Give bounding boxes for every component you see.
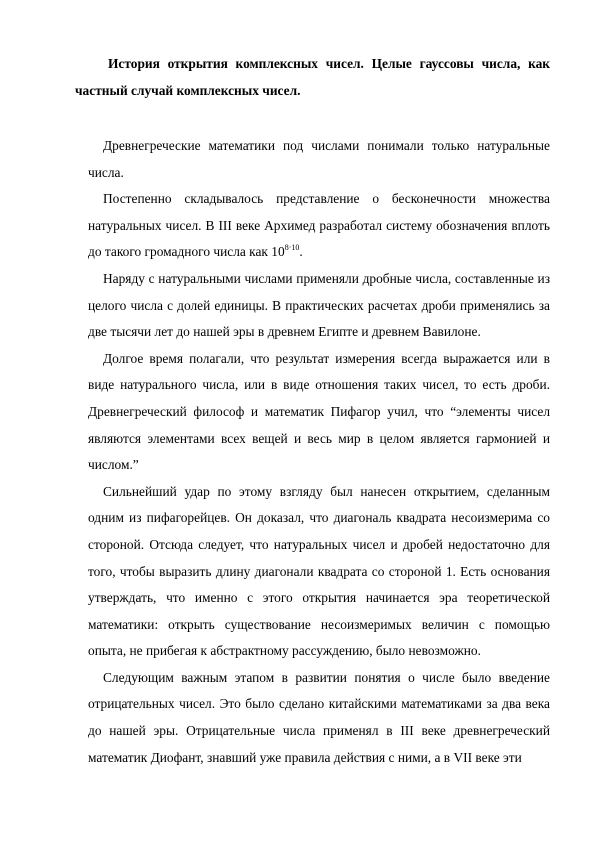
paragraph	[88, 186, 550, 266]
paragraph: Сильнейший удар по этому взгляду был нанесен открытием, сделанным одним из пифагорейцев. Он доказал, что диагональ квадрата несоизмерима со стороной. Отсюда следует, что натуральных чисел и дробей недостаточно для того, чтобы выразить длину диагонали квадрата со стороной 1. Есть основания утверждать, что именно с этого открытия начинается эра теоретической математики: открыть существование несоизмеримых величин с помощью опыта, не прибегая к абстрактному рассуждению, было невозможно.	[88, 483, 550, 659]
paragraph: Долгое время полагали, что результат измерения всегда выражается или в виде натурального числа, или в виде отношения таких чисел, то есть дроби. Древнегреческий философ и математик Пифагор учил, что “элементы чисел являются элементами всех вещей и весь мир в целом является гармонией и числом.”	[88, 350, 550, 473]
exponent: 8·10	[284, 243, 300, 253]
paragraph: Следующим важным этапом в развитии понятия о числе было введение отрицательных чисел. Это было сделано китайскими математиками за два века до нашей эры. Отрицательные числа применял в III веке древнегреческий математик Диофант, знавший уже правила действия с ними, а в VII веке эти	[88, 669, 550, 765]
paragraph-tail: .	[299, 244, 303, 260]
document-body	[88, 133, 550, 771]
document-title: История открытия комплексных чисел. Целые гауссовы числа, как частный случай комплексных чисел.	[75, 56, 550, 98]
paragraph: Наряду с натуральными числами применяли дробные числа, составленные из целого числа с долей единицы. В практических расчетах дроби применялись за две тысячи лет до нашей эры в древнем Египте и древнем Вавилоне.	[88, 270, 550, 340]
paragraph-text: Постепенно складывалось представление о бесконечности множества натуральных чисел. В III веке Архимед разработал систему обозначения вплоть до такого громадного числа как 10	[88, 191, 550, 260]
paragraph: Древнегреческие математики под числами понимали только натуральные числа.	[88, 138, 550, 180]
